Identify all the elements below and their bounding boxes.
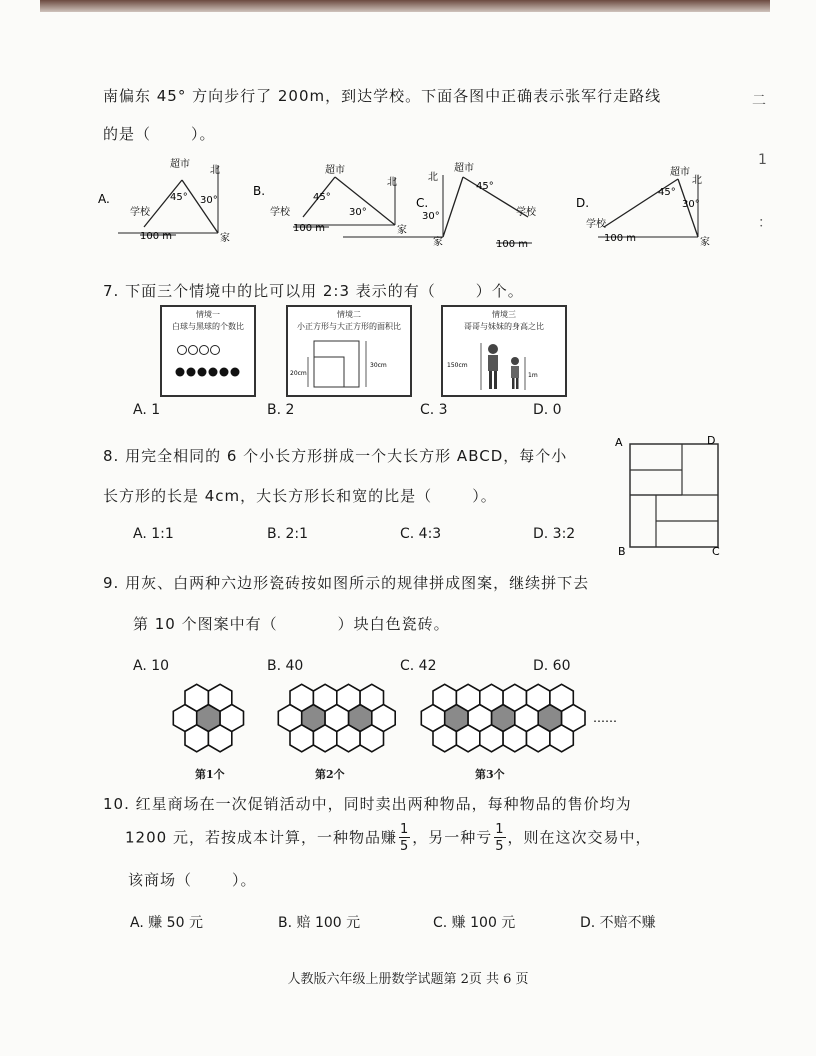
q10-option-a[interactable]: A. 赚 50 元: [130, 915, 203, 931]
pattern-3-label: 第3个: [475, 768, 505, 781]
white-tile: [337, 725, 360, 752]
edge-mark: 二: [752, 93, 766, 109]
q6-line2-post: ）。: [191, 125, 216, 143]
black-ball: [231, 368, 240, 377]
angle-label: 45°: [170, 192, 188, 203]
q6-line2: [103, 123, 216, 144]
scene-title: 情境一: [196, 310, 220, 319]
q8-line2: [103, 485, 497, 506]
scale-label: 100 m: [604, 233, 637, 244]
corner-c-label: C: [712, 545, 720, 558]
hexagon-patterns: [165, 678, 625, 758]
tall-height-label: 150cm: [447, 362, 468, 369]
squares-illustration: [288, 335, 410, 393]
scene-2-card: [286, 305, 412, 397]
home-label: 家: [220, 233, 230, 244]
fraction-loss: [494, 823, 505, 853]
q8-option-b[interactable]: B. 2:1: [267, 526, 309, 542]
angle-label: 30°: [349, 207, 367, 218]
white-tile: [433, 725, 456, 752]
white-tile: [527, 725, 550, 752]
angle-label: 45°: [313, 192, 331, 203]
q9-line2-pre: 第 10 个图案中有（: [133, 615, 278, 633]
scale-label: 100 m: [496, 239, 529, 250]
short-height-label: 1m: [528, 372, 538, 379]
edge-mark: ：: [758, 215, 772, 231]
school-label: 学校: [586, 219, 606, 230]
edge-mark: 1: [758, 152, 767, 168]
q10-option-b[interactable]: B. 赔 100 元: [278, 915, 361, 931]
q7-stem-post: ）个。: [475, 282, 524, 300]
q10-option-c[interactable]: C. 赚 100 元: [433, 915, 516, 931]
market-label: 超市: [325, 165, 345, 176]
q8-line1: 8. 用完全相同的 6 个小长方形拼成一个大长方形 ABCD，每个小: [103, 447, 568, 465]
white-tile: [290, 684, 313, 711]
white-ball: [189, 346, 198, 355]
route-option-c[interactable]: [343, 161, 537, 250]
white-tile: [433, 684, 456, 711]
angle-label: 30°: [422, 211, 440, 222]
fraction-denominator: 5: [399, 839, 410, 854]
pattern-2-label: 第2个: [315, 768, 345, 781]
q10-option-d[interactable]: D. 不赔不赚: [580, 915, 656, 931]
q10-line2-b: ，另一种亏: [412, 828, 493, 847]
route-option-d[interactable]: [576, 165, 710, 248]
white-ball: [211, 346, 220, 355]
q7-stem: [103, 280, 524, 301]
route-option-b[interactable]: [253, 163, 407, 236]
q10-line1: 10. 红星商场在一次促销活动中，同时卖出两种物品，每种物品的售价均为: [103, 795, 632, 813]
white-tile: [185, 725, 208, 752]
black-ball: [198, 368, 207, 377]
q9-option-a[interactable]: A. 10: [133, 658, 170, 674]
q10-line3-pre: 该商场（: [128, 871, 193, 889]
q7-option-c[interactable]: C. 3: [420, 402, 448, 418]
black-ball: [176, 368, 185, 377]
q6-line2-pre: 的是（: [103, 125, 152, 143]
north-label: 北: [428, 172, 438, 183]
market-label: 超市: [170, 159, 190, 170]
siblings-illustration: [443, 335, 565, 393]
page-footer: 人教版六年级上册数学试题第 2页 共 6 页: [287, 972, 529, 987]
school-label: 学校: [270, 207, 290, 218]
q10-line2-c: ，则在这次交易中，: [507, 828, 652, 847]
black-ball: [187, 368, 196, 377]
route-line: [443, 177, 463, 237]
white-tile: [527, 684, 550, 711]
q10-line2-a: 1200 元，若按成本计算，一种物品赚: [125, 828, 397, 847]
white-tile: [337, 684, 360, 711]
route-line: [182, 180, 218, 233]
q10-line2: [125, 823, 652, 853]
market-label: 超市: [670, 167, 690, 178]
q9-line2-post: ）块白色瓷砖。: [337, 615, 450, 633]
q7-stem-pre: 7. 下面三个情境中的比可以用 2:3 表示的有（: [103, 282, 436, 300]
angle-label: 30°: [682, 199, 700, 210]
market-label: 超市: [454, 163, 474, 174]
fraction-denominator: 5: [495, 839, 505, 854]
q7-option-a[interactable]: A. 1: [133, 402, 161, 418]
angle-label: 45°: [658, 187, 676, 198]
pattern-1-label: 第1个: [195, 768, 225, 781]
scene-title: 情境三: [492, 310, 516, 319]
scale-label: 100 m: [293, 223, 326, 234]
option-letter: C.: [416, 196, 429, 210]
scan-edge: [40, 0, 770, 12]
fraction-numerator: 1: [399, 822, 410, 837]
north-label: 北: [692, 175, 702, 186]
white-tile: [480, 725, 503, 752]
q8-option-c[interactable]: C. 4:3: [400, 526, 442, 542]
option-letter: A.: [98, 192, 110, 206]
fraction-numerator: 1: [495, 822, 505, 837]
home-label: 家: [700, 237, 710, 248]
home-label: 家: [397, 225, 407, 236]
q6-route-diagrams: [98, 155, 710, 250]
white-ball: [200, 346, 209, 355]
corner-b-label: B: [618, 545, 626, 558]
white-tile: [220, 705, 243, 732]
q7-option-b[interactable]: B. 2: [267, 402, 295, 418]
white-tile: [185, 684, 208, 711]
q8-line2-post: ）。: [472, 487, 497, 505]
white-tile: [480, 684, 503, 711]
scene-desc: 哥哥与妹妹的身高之比: [464, 322, 544, 331]
balls-illustration: [172, 342, 247, 387]
black-ball: [220, 368, 229, 377]
small-size-label: 20cm: [290, 370, 307, 377]
fraction-gain: [399, 823, 410, 853]
scale-label: 100 m: [140, 231, 173, 242]
corner-a-label: A: [615, 436, 623, 449]
corner-d-label: D: [707, 434, 716, 447]
black-ball: [209, 368, 218, 377]
q6-line1: 南偏东 45° 方向步行了 200m，到达学校。下面各图中正确表示张军行走路线: [103, 87, 662, 105]
continuation-dots: ……: [593, 711, 617, 725]
big-size-label: 30cm: [370, 362, 387, 369]
q10-line3-post: ）。: [232, 871, 257, 889]
scene-desc: 白球与黑球的个数比: [172, 322, 244, 331]
q9-option-c[interactable]: C. 42: [400, 658, 437, 674]
q8-line2-pre: 长方形的长是 4cm，大长方形长和宽的比是（: [103, 487, 433, 505]
q8-option-a[interactable]: A. 1:1: [133, 526, 174, 542]
scene-3-card: [441, 305, 567, 397]
rectangle-abcd-diagram: [612, 432, 727, 557]
q9-option-d[interactable]: D. 60: [533, 658, 571, 674]
q9-option-b[interactable]: B. 40: [267, 658, 304, 674]
scene-1-card: [160, 305, 256, 397]
north-label: 北: [387, 177, 397, 188]
option-letter: D.: [576, 196, 590, 210]
angle-label: 45°: [476, 181, 494, 192]
white-ball: [178, 346, 187, 355]
route-option-a[interactable]: [98, 157, 230, 244]
q10-line3: [128, 869, 257, 890]
white-tile: [562, 705, 585, 732]
scene-desc: 小正方形与大正方形的面积比: [297, 322, 401, 331]
q9-line1: 9. 用灰、白两种六边形瓷砖按如图所示的规律拼成图案，继续拼下去: [103, 574, 590, 592]
school-label: 学校: [130, 207, 150, 218]
q8-option-d[interactable]: D. 3:2: [533, 526, 576, 542]
scene-title: 情境二: [337, 310, 361, 319]
angle-label: 30°: [200, 195, 218, 206]
option-letter: B.: [253, 184, 266, 198]
north-label: 北: [210, 165, 220, 176]
q7-option-d[interactable]: D. 0: [533, 402, 562, 418]
q9-line2: [133, 613, 450, 634]
white-tile: [372, 705, 395, 732]
route-line: [144, 180, 182, 227]
home-label: 家: [433, 237, 443, 248]
white-tile: [290, 725, 313, 752]
school-label: 学校: [516, 207, 536, 218]
